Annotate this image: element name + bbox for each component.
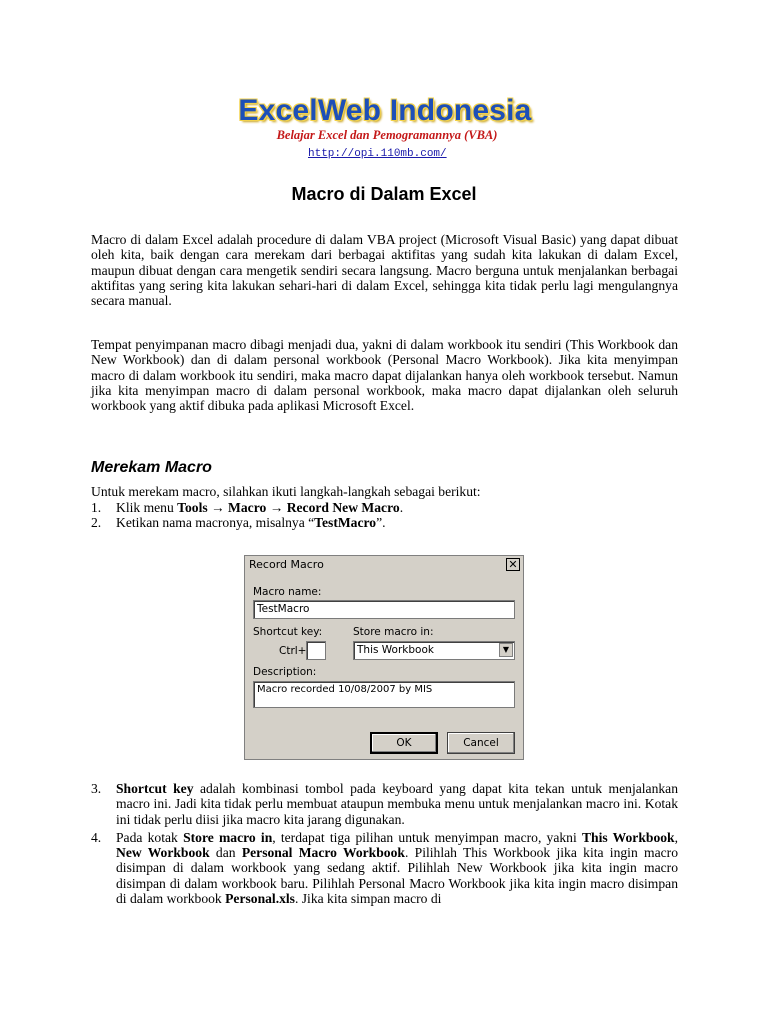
term-store-macro-in: Store macro in [183,829,273,845]
step-text: Ketikan nama macronya, misalnya “ [116,515,315,531]
store-macro-select[interactable] [353,641,515,660]
step-number: 1. [91,500,102,515]
ctrl-label: Ctrl+ [279,645,307,657]
step-text: adalah kombinasi tombol pada keyboard yang dapat kita tekan untuk menjalankan macro ini. Jadi kita tidak perlu membuat ataupun membuka menu untuk menjalankan macro ini. Kotak ini tidak perlu diisi jika macro kita jarang digunakan. [116,781,678,827]
cancel-button[interactable]: Cancel [447,732,515,754]
menu-record-new-macro: Record New Macro [286,500,400,515]
step-text: Pada kotak [116,829,184,845]
arrow-icon: → [266,500,287,515]
record-macro-dialog [244,555,524,760]
menu-tools: Tools [177,500,208,515]
step-text: ”. [376,515,386,531]
step-4 [91,830,678,906]
steps-intro: Untuk merekam macro, silahkan ikuti langkah-langkah sebagai berikut: [91,484,481,499]
macro-name-label: Macro name: [253,586,322,598]
term-personal-xls: Personal.xls [225,891,295,907]
description-field[interactable]: Macro recorded 10/08/2007 by MIS [253,681,515,708]
website-link[interactable]: http://opi.110mb.com/ [308,148,447,160]
macro-name-example: TestMacro [314,515,377,531]
term-shortcut-key: Shortcut key [116,781,194,796]
step-text: dan [209,845,242,861]
step-number: 2. [91,515,102,531]
chevron-down-icon[interactable]: ▼ [499,643,513,657]
step-2 [91,515,681,530]
close-icon[interactable]: ✕ [506,558,520,571]
paragraph-storage: Tempat penyimpanan macro dibagi menjadi dua, yakni di dalam workbook itu sendiri (This Workbook dan New Workbook) dan di dalam personal workbook (Personal Macro Workbook). Jika kita menyimpan macro di dalam workbook itu sendiri, maka macro dapat dijalankan hanya oleh workbook tersebut. Namun jika kita menyimpan macro di dalam personal workbook, maka macro dapat dijalankan oleh seluruh workbook yang aktif dibuka pada aplikasi Microsoft Excel. [91,337,678,414]
shortcut-key-field[interactable] [306,641,326,660]
step-text: . Jika kita simpan macro di [294,891,442,907]
section-heading: Merekam Macro [91,459,212,476]
ok-button[interactable]: OK [370,732,438,754]
step-text: , terdapat tiga pilihan untuk menyimpan macro, yakni [272,829,582,845]
store-macro-label: Store macro in: [353,626,434,638]
dialog-title: Record Macro [249,558,324,571]
term-personal-macro-workbook: Personal Macro Workbook [241,845,405,861]
arrow-icon: → [207,500,229,515]
step-text: . Pilihlah This Workbook jika kita ingin macro disimpan di dalam workbook yang sedang aktif. Pilihlah New Workbook jika kita ingin macro disimpan di dalam workbook baru. Pilihlah Personal Macro Workbook jika kita ingin macro disimpan di dalam workbook [116,845,678,907]
step-3 [91,781,678,827]
excelweb-logo [238,94,534,142]
shortcut-key-label: Shortcut key: [253,626,323,638]
page-title: Macro di Dalam Excel [291,184,477,204]
macro-name-field[interactable]: TestMacro [253,600,515,619]
step-text: , [674,829,678,845]
store-macro-value: This Workbook [357,644,434,656]
term-this-workbook: This Workbook [581,829,675,845]
dialog-titlebar [245,556,523,574]
description-label: Description: [253,666,317,678]
term-new-workbook: New Workbook [116,845,210,861]
step-1 [91,500,681,515]
step-text: Klik menu [116,500,178,515]
step-number: 3. [91,781,102,796]
logo-title: ExcelWeb Indonesia [238,94,532,127]
step-number: 4. [91,829,102,845]
steps-list-bottom [91,781,678,909]
paragraph-intro: Macro di dalam Excel adalah procedure di dalam VBA project (Microsoft Visual Basic) yang dapat dibuat oleh kita, baik dengan cara merekam dari berbagai aktifitas yang sudah kita lakukan di dalam Excel, maupun dibuat dengan cara mengetik sendiri secara langsung. Macro berguna untuk menjalankan berbagai aktifitas yang sering kita lakukan sehari-hari di dalam Excel, sehingga kita tidak perlu lagi mengulangnya secara manual. [91,232,678,309]
menu-macro: Macro [228,500,267,515]
logo-subtitle: Belajar Excel dan Pemogramannya (VBA) [276,128,498,142]
steps-list-top [91,500,681,531]
step-text: . [399,500,404,515]
